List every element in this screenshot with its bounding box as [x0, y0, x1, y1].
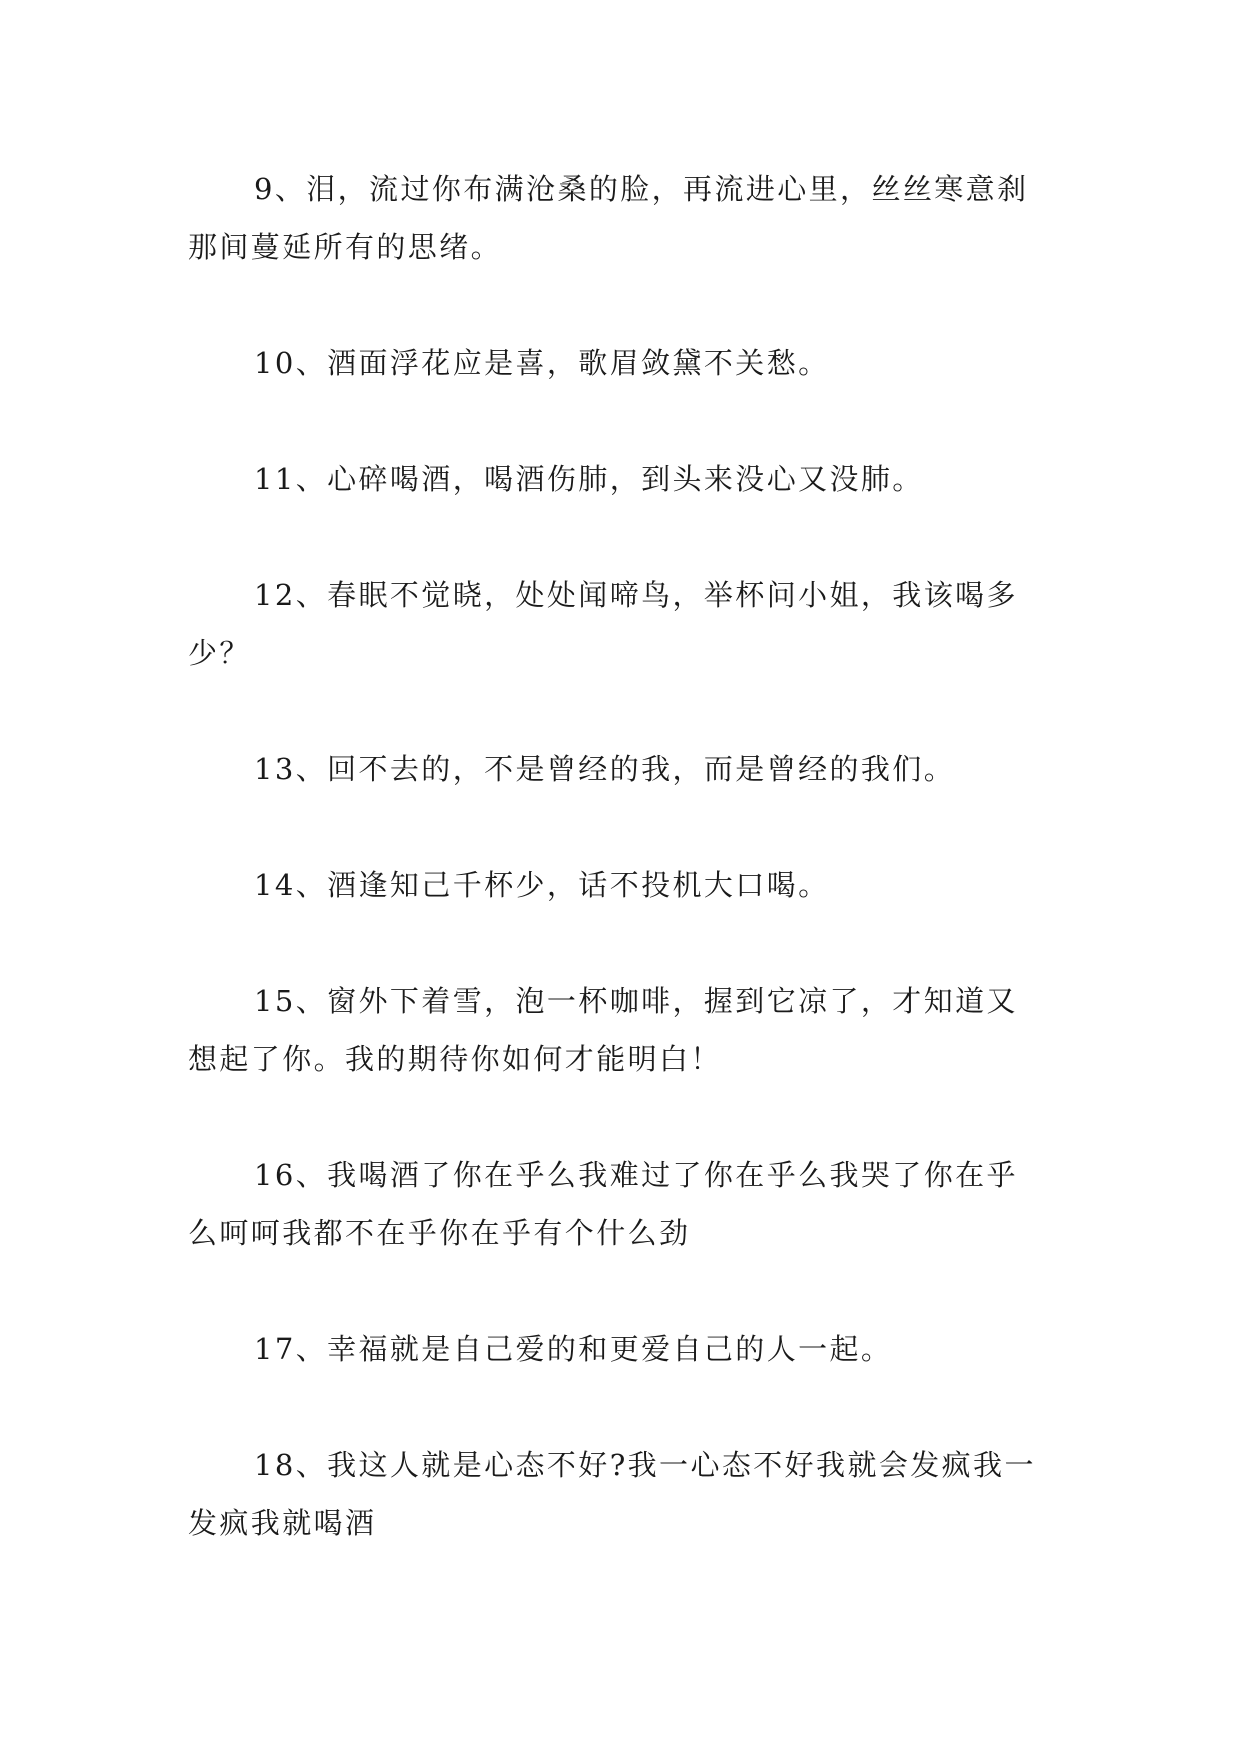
quote-item-14: 14、酒逢知己千杯少，话不投机大口喝。: [254, 868, 830, 902]
quote-item-17: 17、幸福就是自己爱的和更爱自己的人一起。: [254, 1332, 893, 1366]
quote-item-11: 11、心碎喝酒，喝酒伤肺，到头来没心又没肺。: [254, 462, 924, 496]
quote-item-16: 16、我喝酒了你在乎么我难过了你在乎么我哭了你在乎么呵呵我都不在乎你在乎有个什么劲: [188, 1158, 1018, 1250]
quote-item-18: 18、我这人就是心态不好?我一心态不好我就会发疯我一发疯我就喝酒: [188, 1448, 1036, 1540]
quote-list: [188, 160, 1048, 1610]
quote-item-9: 9、泪，流过你布满沧桑的脸，再流进心里，丝丝寒意刹那间蔓延所有的思绪。: [188, 172, 1029, 264]
quote-item-15: 15、窗外下着雪，泡一杯咖啡，握到它凉了，才知道又想起了你。我的期待你如何才能明白！: [188, 984, 1018, 1076]
quote-item-12: 12、春眠不觉晓，处处闻啼鸟，举杯问小姐，我该喝多少？: [188, 578, 1018, 670]
quote-item-13: 13、回不去的，不是曾经的我，而是曾经的我们。: [254, 752, 956, 786]
quote-item-10: 10、酒面浮花应是喜，歌眉敛黛不关愁。: [254, 346, 830, 380]
